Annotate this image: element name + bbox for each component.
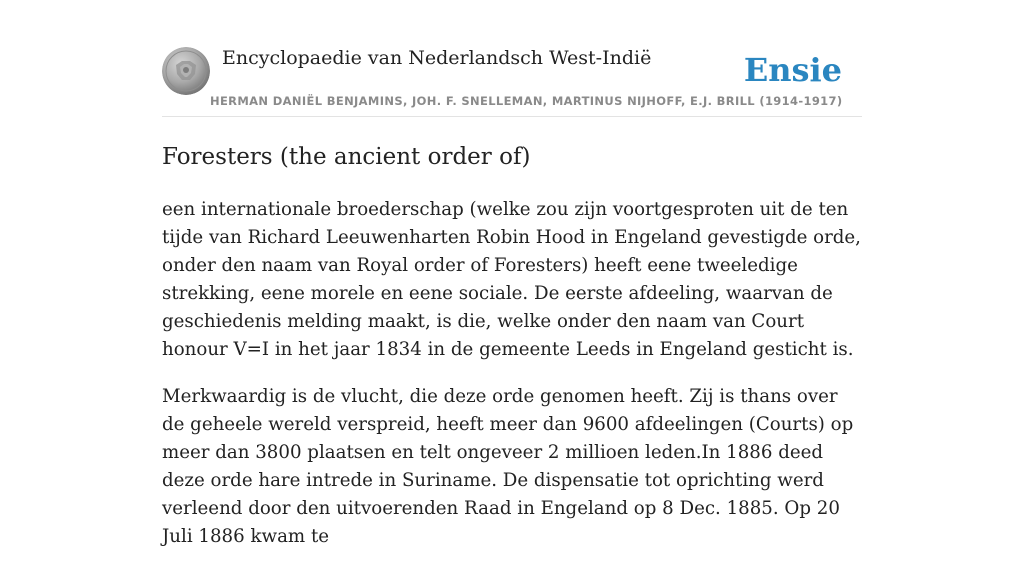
- book-authors: HERMAN DANIËL BENJAMINS, JOH. F. SNELLEMAN, MARTINUS NIJHOFF, E.J. BRILL (1914-1917): [210, 94, 843, 108]
- book-title[interactable]: Encyclopaedie van Nederlandsch West-Indië: [222, 47, 652, 69]
- article-paragraph: Merkwaardig is de vlucht, die deze orde genomen heeft. Zij is thans over de geheele wereld verspreid, heeft meer dan 9600 afdeelingen (Courts) op meer dan 3800 plaatsen en telt ongeveer 2 millioen leden.In 1886 deed deze orde hare intrede in Suriname. De dispensatie tot oprichting werd verleend door den uitvoerenden Raad in Engeland op 8 Dec. 1885. Op 20 Juli 1886 kwam te: [162, 386, 854, 547]
- article-body: [162, 196, 862, 551]
- article-paragraph: een internationale broederschap (welke zou zijn voortgesproten uit de ten tijde van Richard Leeuwenharten Robin Hood in Engeland gevestigde orde, onder den naam van Royal order of Foresters) heeft eene tweeledige strekking, eene morele en eene sociale. De eerste afdeeling, waarvan de geschiedenis melding maakt, is die, welke onder den naam van Court honour V=I in het jaar 1834 in de gemeente Leeds in Engeland gesticht is.: [162, 199, 861, 360]
- header: [162, 0, 862, 117]
- article-title: Foresters (the ancient order of): [162, 144, 531, 170]
- ensie-logo-link[interactable]: Ensie: [743, 51, 842, 89]
- coin-seal-icon[interactable]: [162, 47, 210, 95]
- page: [162, 0, 862, 570]
